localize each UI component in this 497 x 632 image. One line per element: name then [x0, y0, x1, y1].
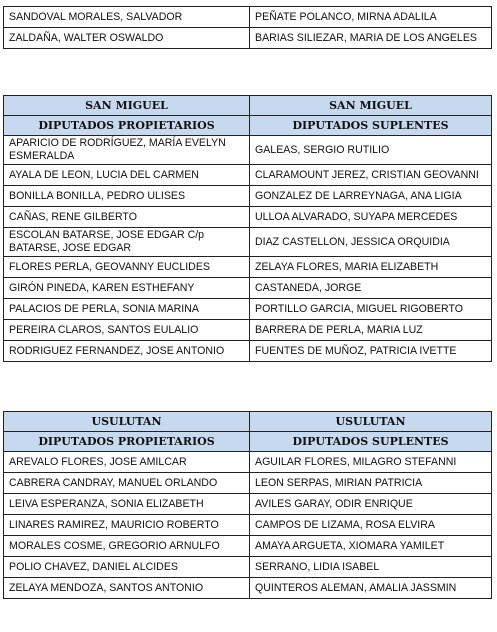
propietario-cell: FLORES PERLA, GEOVANNY EUCLIDES — [4, 257, 250, 278]
suplente-cell: PEÑATE POLANCO, MIRNA ADALILA — [250, 7, 492, 28]
suplente-cell: AMAYA ARGUETA, XIOMARA YAMILET — [250, 536, 492, 557]
table-row — [4, 341, 492, 362]
propietario-cell: LINARES RAMIREZ, MAURICIO ROBERTO — [4, 515, 250, 536]
suplente-cell: CAMPOS DE LIZAMA, ROSA ELVIRA — [250, 515, 492, 536]
column-header-row — [4, 116, 492, 136]
propietario-cell: PEREIRA CLAROS, SANTOS EULALIO — [4, 320, 250, 341]
table-row — [4, 473, 492, 494]
suplente-cell: CASTANEDA, JORGE — [250, 278, 492, 299]
table-row — [4, 494, 492, 515]
table-row — [4, 515, 492, 536]
table-row — [4, 207, 492, 228]
department-header: USULUTAN — [250, 412, 492, 432]
table-row — [4, 28, 492, 49]
propietario-cell: LEIVA ESPERANZA, SONIA ELIZABETH — [4, 494, 250, 515]
propietario-cell: CABRERA CANDRAY, MANUEL ORLANDO — [4, 473, 250, 494]
propietario-cell: ZALDAÑA, WALTER OSWALDO — [4, 28, 250, 49]
table-row — [4, 299, 492, 320]
suplente-cell: PORTILLO GARCIA, MIGUEL RIGOBERTO — [250, 299, 492, 320]
department-header: USULUTAN — [4, 412, 250, 432]
suplente-cell: AVILES GARAY, ODIR ENRIQUE — [250, 494, 492, 515]
propietario-cell: AYALA DE LEON, LUCIA DEL CARMEN — [4, 165, 250, 186]
suplente-cell: ULLOA ALVARADO, SUYAPA MERCEDES — [250, 207, 492, 228]
suplente-cell: ZELAYA FLORES, MARIA ELIZABETH — [250, 257, 492, 278]
suplentes-header: DIPUTADOS SUPLENTES — [250, 116, 492, 136]
suplente-cell: LEON SERPAS, MIRIAN PATRICIA — [250, 473, 492, 494]
propietario-cell: PALACIOS DE PERLA, SONIA MARINA — [4, 299, 250, 320]
suplente-cell: AGUILAR FLORES, MILAGRO STEFANNI — [250, 452, 492, 473]
suplente-cell: CLARAMOUNT JEREZ, CRISTIAN GEOVANNI — [250, 165, 492, 186]
propietario-cell: APARICIO DE RODRÍGUEZ, MARÍA EVELYN ESMERALDA — [4, 136, 250, 165]
table-row — [4, 320, 492, 341]
propietario-cell: AREVALO FLORES, JOSE AMILCAR — [4, 452, 250, 473]
propietario-cell: CAÑAS, RENE GILBERTO — [4, 207, 250, 228]
suplente-cell: BARIAS SILIEZAR, MARIA DE LOS ANGELES — [250, 28, 492, 49]
table-row — [4, 257, 492, 278]
suplente-cell: QUINTEROS ALEMAN, AMALIA JASSMIN — [250, 578, 492, 599]
propietarios-header: DIPUTADOS PROPIETARIOS — [4, 116, 250, 136]
department-header-row — [4, 96, 492, 116]
suplente-cell: GONZALEZ DE LARREYNAGA, ANA LIGIA — [250, 186, 492, 207]
propietario-cell: GIRÓN PINEDA, KAREN ESTHEFANY — [4, 278, 250, 299]
department-header: SAN MIGUEL — [250, 96, 492, 116]
propietario-cell: POLIO CHAVEZ, DANIEL ALCIDES — [4, 557, 250, 578]
propietario-cell: RODRIGUEZ FERNANDEZ, JOSE ANTONIO — [4, 341, 250, 362]
table-row — [4, 228, 492, 257]
table-row — [4, 557, 492, 578]
suplentes-header: DIPUTADOS SUPLENTES — [250, 432, 492, 452]
propietario-cell: BONILLA BONILLA, PEDRO ULISES — [4, 186, 250, 207]
suplente-cell: DIAZ CASTELLON, JESSICA ORQUIDIA — [250, 228, 492, 257]
table-row — [4, 186, 492, 207]
continuation-table — [3, 6, 492, 49]
suplente-cell: GALEAS, SERGIO RUTILIO — [250, 136, 492, 165]
table-row — [4, 452, 492, 473]
san-miguel-table — [3, 95, 492, 362]
propietario-cell: ESCOLAN BATARSE, JOSE EDGAR C/p BATARSE, JOSE EDGAR — [4, 228, 250, 257]
propietario-cell: SANDOVAL MORALES, SALVADOR — [4, 7, 250, 28]
suplente-cell: SERRANO, LIDIA ISABEL — [250, 557, 492, 578]
usulutan-table — [3, 411, 492, 599]
table-row — [4, 536, 492, 557]
propietario-cell: MORALES COSME, GREGORIO ARNULFO — [4, 536, 250, 557]
propietario-cell: ZELAYA MENDOZA, SANTOS ANTONIO — [4, 578, 250, 599]
suplente-cell: BARRERA DE PERLA, MARIA LUZ — [250, 320, 492, 341]
department-header: SAN MIGUEL — [4, 96, 250, 116]
suplente-cell: FUENTES DE MUÑOZ, PATRICIA IVETTE — [250, 341, 492, 362]
propietarios-header: DIPUTADOS PROPIETARIOS — [4, 432, 250, 452]
table-row — [4, 7, 492, 28]
table-row — [4, 278, 492, 299]
table-row — [4, 578, 492, 599]
department-header-row — [4, 412, 492, 432]
column-header-row — [4, 432, 492, 452]
table-row — [4, 165, 492, 186]
table-row — [4, 136, 492, 165]
